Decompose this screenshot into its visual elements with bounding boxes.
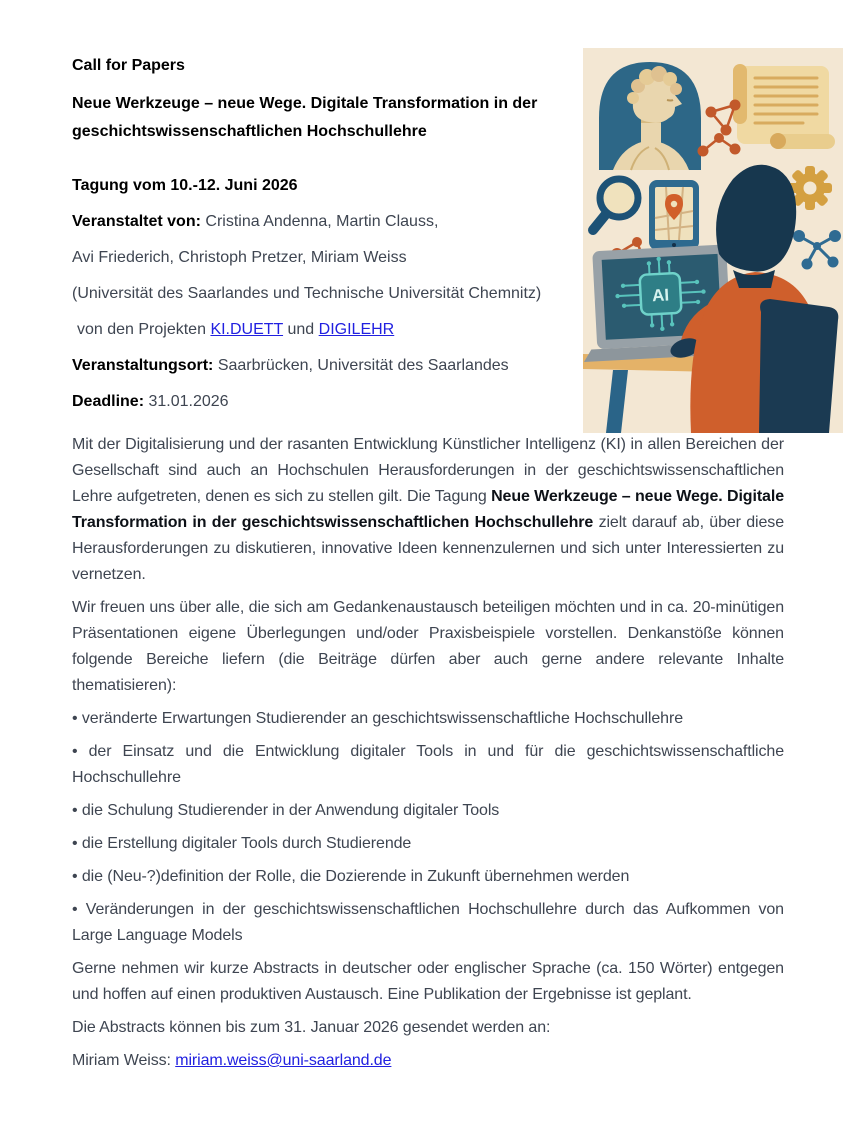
bullet-item-6 — [72, 897, 784, 949]
deadline-line — [72, 392, 580, 412]
projects-connector: und — [287, 321, 315, 338]
abstracts-paragraph: Gerne nehmen wir kurze Abstracts in deutscher oder englischer Sprache (ca. 150 Wörter) entgegen und hoffen auf einen produktiven Austausch. Eine Publikation der Ergebnisse ist geplant. — [72, 960, 784, 1003]
organized-by-line-2 — [72, 248, 580, 268]
ai-chip-label: AI — [651, 285, 670, 306]
bullet-item-3 — [72, 798, 784, 824]
bullet-item-1 — [72, 706, 784, 732]
venue-label: Veranstaltungsort: — [72, 357, 214, 374]
projects-line — [72, 320, 580, 340]
intro-paragraph — [72, 432, 784, 588]
invitation-paragraph: Wir freuen uns über alle, die sich am Gedankenaustausch beteiligen möchten und in ca. 20-minütigen Präsentationen eigene Überlegungen und/oder Praxisbeispiele vorstellen. Denkanstöße können folgende Bereiche liefern (die Beiträge dürfen aber auch gerne andere relevante Inhalte thematisieren): — [72, 599, 784, 694]
bullet-text-4: die Erstellung digitaler Tools durch Studierende — [81, 835, 412, 852]
bullet-marker: • — [72, 901, 78, 918]
bullet-marker: • — [72, 835, 78, 852]
intro-text-post: zielt darauf ab, über diese Herausforderungen zu diskutieren, innovative Ideen kennenzulernen und sich unter Interessierten zu vernetzen. — [72, 514, 784, 583]
contact-line — [72, 1048, 784, 1074]
organizer-names-2: Avi Friederich, Christoph Pretzer, Miriam Weiss — [72, 249, 407, 266]
affiliation-line — [72, 284, 580, 304]
deadline-value: 31.01.2026 — [148, 393, 229, 410]
chair — [759, 299, 838, 433]
contact-name: Miriam Weiss: — [72, 1052, 171, 1069]
body-block — [72, 432, 784, 1074]
scroll-icon — [733, 64, 835, 149]
venue-value: Saarbrücken, Universität des Saarlandes — [217, 357, 509, 374]
bullet-text-1: veränderte Erwartungen Studierender an geschichtswissenschaftliche Hochschullehre — [81, 710, 684, 727]
bullet-text-5: die (Neu-?)definition der Rolle, die Dozierende in Zukunft übernehmen werden — [81, 868, 630, 885]
bullet-item-2 — [72, 739, 784, 791]
bullet-text-3: die Schulung Studierender in der Anwendung digitaler Tools — [81, 802, 500, 819]
bullet-item-5 — [72, 864, 784, 890]
header-illustration — [583, 48, 843, 433]
bullet-marker: • — [72, 868, 78, 885]
kicker-call-for-papers: Call for Papers — [72, 57, 185, 74]
organizer-names-1: Cristina Andenna, Martin Clauss, — [205, 213, 439, 230]
header-block — [72, 56, 580, 412]
bullet-marker: • — [72, 710, 78, 727]
classical-bust-icon — [599, 62, 701, 170]
map-tablet-icon — [649, 180, 699, 250]
deadline-label: Deadline: — [72, 393, 145, 410]
document-title: Neue Werkzeuge – neue Wege. Digitale Transformation in der geschichtswissenschaftlichen Hochschullehre — [72, 95, 538, 140]
contact-email-link[interactable]: miriam.weiss@uni-saarland.de — [175, 1052, 392, 1069]
bullet-item-4 — [72, 831, 784, 857]
intro-text-pre: Mit der Digitalisierung und der rasanten Entwicklung Künstlicher Intelligenz (KI) in allen Bereichen der Gesellschaft sind auch an Hochschulen Herausforderungen in der geschichtswissenschaftlichen Lehre aufgetreten, denen es sich zu stellen gilt. Die Tagung — [72, 436, 784, 505]
organized-by-label: Veranstaltet von: — [72, 213, 201, 230]
intro-title-bold: Neue Werkzeuge – neue Wege. Digitale Transformation in der geschichtswissenschaftlichen Hochschullehre — [72, 488, 784, 531]
organized-by-line-1 — [72, 212, 580, 232]
digilehr-link[interactable]: DIGILEHR — [318, 321, 395, 338]
kiduett-link[interactable]: KI.DUETT — [210, 321, 284, 338]
conference-date-line: Tagung vom 10.-12. Juni 2026 — [72, 177, 298, 194]
projects-prefix: von den Projekten — [77, 321, 206, 338]
submission-deadline-paragraph: Die Abstracts können bis zum 31. Januar 2026 gesendet werden an: — [72, 1019, 551, 1036]
bullet-marker: • — [72, 743, 78, 760]
venue-line — [72, 356, 580, 376]
bullet-text-6: Veränderungen in der geschichtswissenschaftlichen Hochschullehre durch das Aufkommen von Large Language Models — [72, 901, 784, 944]
affiliation-text: (Universität des Saarlandes und Technische Universität Chemnitz) — [72, 285, 542, 302]
bullet-text-2: der Einsatz und die Entwicklung digitaler Tools in und für die geschichtswissenschaftliche Hochschullehre — [72, 743, 784, 786]
bullet-marker: • — [72, 802, 78, 819]
